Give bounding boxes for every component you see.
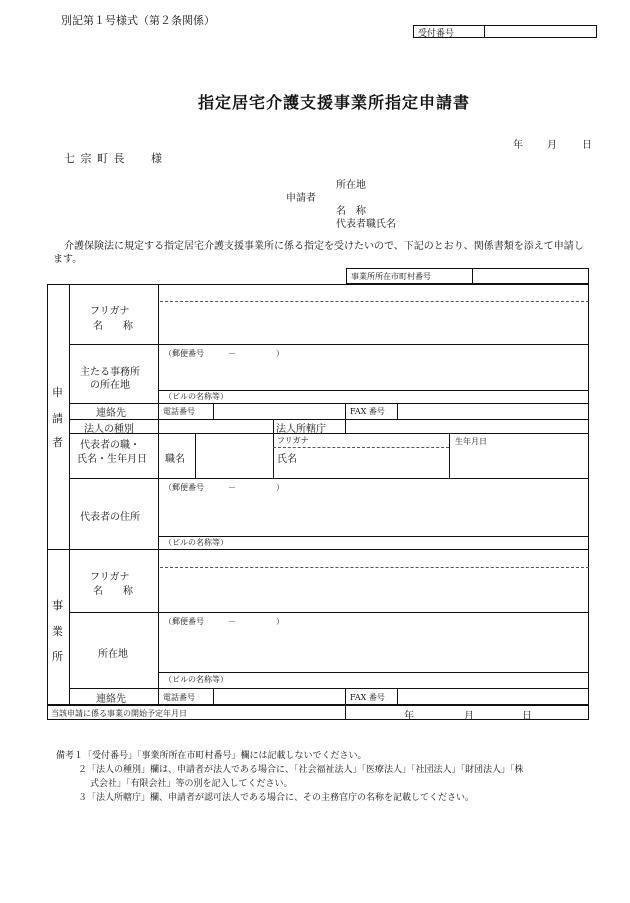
- applicant-name-label: 名 称: [336, 206, 366, 217]
- fax-label: FAX 番号: [350, 407, 385, 416]
- rep-name-label: 氏名: [277, 454, 297, 465]
- applicant-rep-label: 代表者職氏名: [336, 219, 396, 230]
- corp-type-field[interactable]: [162, 421, 270, 433]
- office-name-field[interactable]: [162, 570, 587, 610]
- office-address-label: 所在地: [98, 649, 128, 660]
- office-label-2: の所在地: [90, 380, 130, 391]
- furigana-label: フリガナ: [90, 306, 130, 317]
- office-phone-field[interactable]: [215, 691, 343, 703]
- office-furigana-label: フリガナ: [90, 572, 130, 583]
- phone-label: 電話番号: [163, 407, 195, 416]
- side-label-office-1: 事: [52, 599, 63, 612]
- rep-label-1: 代表者の職・: [80, 440, 140, 451]
- receipt-number-label: 受付番号: [418, 29, 455, 39]
- note-2-cont: 式会社」「有限会社」等の別を記入してください。: [90, 779, 293, 789]
- job-title-label: 職名: [165, 454, 185, 465]
- office-address-field[interactable]: [162, 360, 587, 388]
- start-date-month: 月: [464, 711, 474, 722]
- office-fax-field[interactable]: [400, 691, 586, 703]
- office-section-building-label: （ビルの名称等）: [164, 675, 228, 684]
- date-day: 日: [582, 140, 592, 151]
- corp-name-label: 名 称: [93, 321, 133, 332]
- date-month: 月: [547, 140, 557, 151]
- office-label-1: 主たる事務所: [80, 367, 140, 378]
- office-section-postal-label: （郵便番号 － ）: [164, 617, 284, 626]
- applicant-address-label: 所在地: [336, 180, 366, 191]
- rep-address-field[interactable]: [162, 494, 587, 534]
- office-fax-label: FAX 番号: [350, 693, 385, 702]
- date-year: 年: [513, 140, 523, 151]
- side-label-applicant-3: 者: [52, 436, 63, 449]
- corp-name-field[interactable]: [162, 304, 587, 344]
- rep-building-label: （ビルの名称等）: [164, 538, 228, 547]
- office-building-label: （ビルの名称等）: [164, 392, 228, 401]
- rep-address-label: 代表者の住所: [80, 512, 140, 523]
- office-postal-label: （郵便番号 － ）: [164, 349, 284, 358]
- applicant-label: 申請者: [286, 193, 316, 204]
- office-contact-label: 連絡先: [96, 694, 126, 705]
- corp-type-label: 法人の種別: [84, 424, 134, 435]
- start-date-year: 年: [404, 711, 414, 722]
- contact-label: 連絡先: [96, 408, 126, 419]
- rep-label-2: 氏名・生年月日: [77, 454, 147, 465]
- note-2: ２「法人の種別」欄は、申請者が法人である場合に、「社会福祉法人」「医療法人」「社団法人」「財団法人」「株: [78, 765, 524, 775]
- start-date-day: 日: [522, 711, 532, 722]
- corp-office-label: 法人所轄庁: [276, 424, 326, 435]
- rep-postal-label: （郵便番号 － ）: [164, 483, 284, 492]
- office-section-address-field[interactable]: [162, 628, 587, 670]
- intro-text: 介護保険法に規定する指定居宅介護支援事業所に係る指定を受けたいので、下記のとおり、関係書類を添えて申請します。: [53, 241, 584, 265]
- side-label-applicant-2: 請: [52, 412, 63, 425]
- note-3: ３「法人所轄庁」欄、申請者が認可法人である場合に、その主務官庁の名称を記載してください。: [78, 793, 475, 803]
- addressee-honorific: 様: [151, 152, 162, 165]
- municipality-code-label: 事業所所在市町村番号: [351, 272, 431, 281]
- side-label-office-3: 所: [52, 650, 63, 663]
- birth-date-label: 生年月日: [455, 437, 487, 446]
- side-label-office-2: 業: [52, 625, 63, 638]
- form-number: 別記第１号様式（第２条関係）: [61, 14, 215, 27]
- start-date-label: 当該申請に係る事業の開始予定年月日: [51, 709, 187, 718]
- office-name-label: 名 称: [93, 586, 133, 597]
- office-phone-label: 電話番号: [163, 693, 195, 702]
- job-title-field[interactable]: [198, 437, 270, 475]
- page-title: 指定居宅介護支援事業所指定申請書: [198, 93, 471, 112]
- addressee-name: 七 宗 町 長: [64, 152, 126, 165]
- fax-field[interactable]: [400, 405, 586, 417]
- phone-field[interactable]: [215, 405, 343, 417]
- note-1: 備考１「受付番号」「事業所所在市町村番号」欄には記載しないでください。: [56, 751, 367, 761]
- side-label-applicant-1: 申: [52, 386, 63, 399]
- rep-furigana-label: フリガナ: [277, 436, 309, 445]
- corp-office-field[interactable]: [348, 421, 586, 433]
